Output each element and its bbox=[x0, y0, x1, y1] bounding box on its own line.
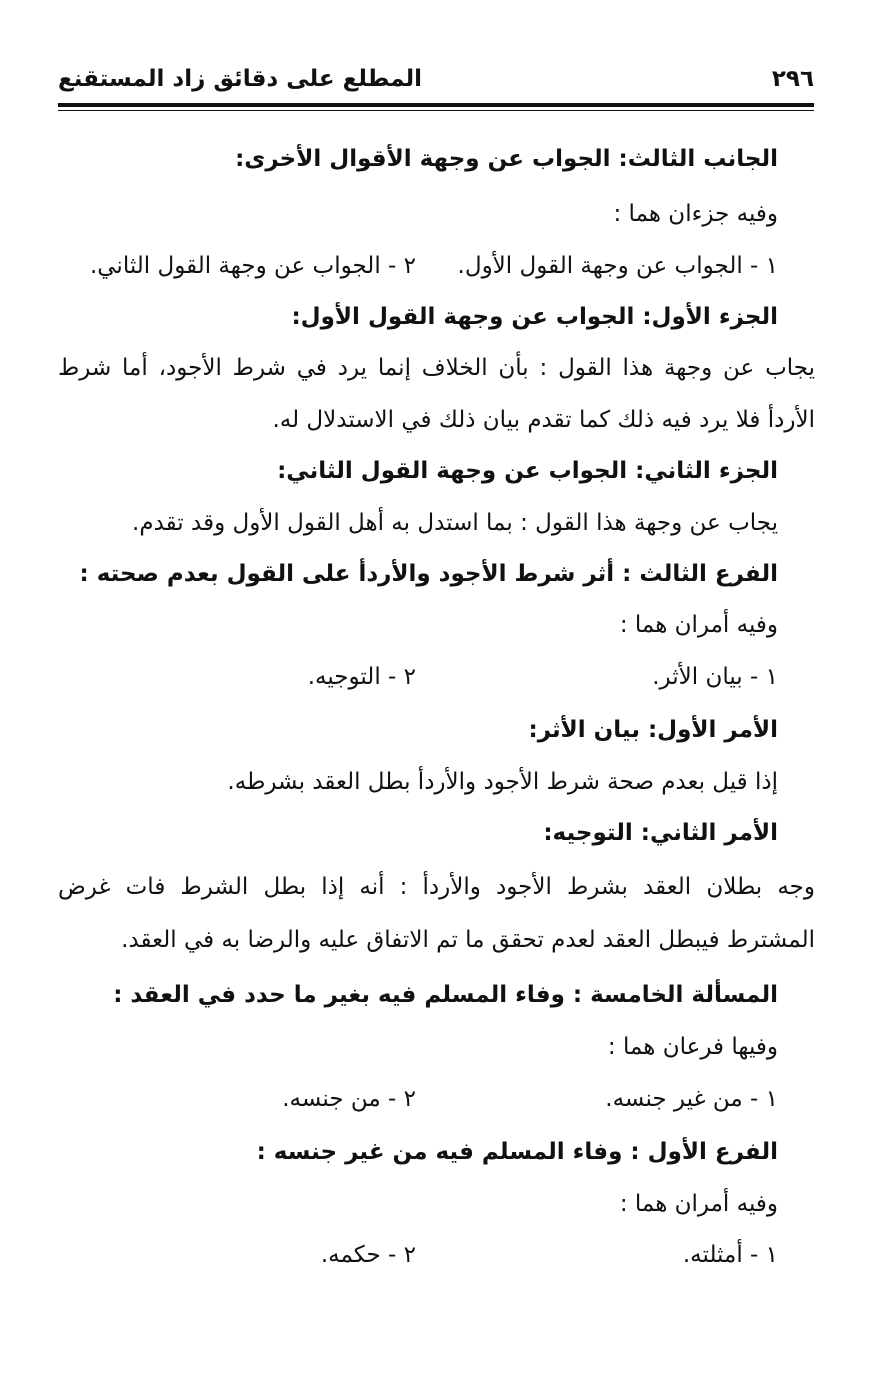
paragraph-line: إذا قيل بعدم صحة شرط الأجود والأردأ بطل العقد بشرطه. bbox=[227, 769, 778, 795]
list-item: ٢ - من جنسه. bbox=[282, 1086, 416, 1112]
subsection-heading: الجزء الأول: الجواب عن وجهة القول الأول: bbox=[291, 304, 778, 330]
paragraph-line: المشترط فيبطل العقد لعدم تحقق ما تم الاتفاق عليه والرضا به في العقد. bbox=[121, 927, 815, 953]
paragraph-line: وجه بطلان العقد بشرط الأجود والأردأ : أنه إذا بطل الشرط فات غرض bbox=[58, 874, 815, 900]
paragraph-line: وفيه أمران هما : bbox=[619, 1191, 778, 1217]
section-heading: الجانب الثالث: الجواب عن وجهة الأقوال الأخرى: bbox=[235, 146, 778, 172]
list-item: ١ - أمثلته. bbox=[682, 1242, 778, 1268]
paragraph-line: وفيها فرعان هما : bbox=[607, 1034, 778, 1060]
running-title: المطلع على دقائق زاد المستقنع bbox=[58, 66, 423, 92]
section-heading: الفرع الثالث : أثر شرط الأجود والأردأ على القول بعدم صحته : bbox=[79, 561, 778, 587]
page-number: ٢٩٦ bbox=[771, 66, 814, 92]
paragraph-line: الأردأ فلا يرد فيه ذلك كما تقدم بيان ذلك في الاستدلال له. bbox=[272, 407, 815, 433]
list-item: ٢ - حكمه. bbox=[320, 1242, 416, 1268]
list-item: ٢ - الجواب عن وجهة القول الثاني. bbox=[89, 253, 416, 279]
header-rule-thick bbox=[58, 103, 814, 107]
list-row bbox=[58, 1240, 778, 1270]
paragraph-line: وفيه أمران هما : bbox=[619, 612, 778, 638]
subsection-heading: الأمر الأول: بيان الأثر: bbox=[528, 717, 778, 743]
section-heading: المسألة الخامسة : وفاء المسلم فيه بغير ما حدد في العقد : bbox=[113, 982, 778, 1008]
list-item: ١ - من غير جنسه. bbox=[605, 1086, 778, 1112]
list-row bbox=[58, 662, 778, 692]
list-row bbox=[58, 251, 778, 281]
list-item: ٢ - التوجيه. bbox=[307, 664, 416, 690]
subsection-heading: الأمر الثاني: التوجيه: bbox=[543, 820, 778, 846]
subsection-heading: الجزء الثاني: الجواب عن وجهة القول الثاني: bbox=[277, 458, 778, 484]
page-header bbox=[58, 66, 814, 100]
list-item: ١ - بيان الأثر. bbox=[652, 664, 778, 690]
list-item: ١ - الجواب عن وجهة القول الأول. bbox=[457, 253, 778, 279]
paragraph-line: وفيه جزءان هما : bbox=[613, 201, 778, 227]
paragraph-line: يجاب عن وجهة هذا القول : بأن الخلاف إنما يرد في شرط الأجود، أما شرط bbox=[58, 355, 815, 381]
section-heading: الفرع الأول : وفاء المسلم فيه من غير جنسه : bbox=[256, 1139, 778, 1165]
list-row bbox=[58, 1084, 778, 1114]
paragraph-line: يجاب عن وجهة هذا القول : بما استدل به أهل القول الأول وقد تقدم. bbox=[132, 510, 778, 536]
header-rule-thin bbox=[58, 110, 814, 111]
